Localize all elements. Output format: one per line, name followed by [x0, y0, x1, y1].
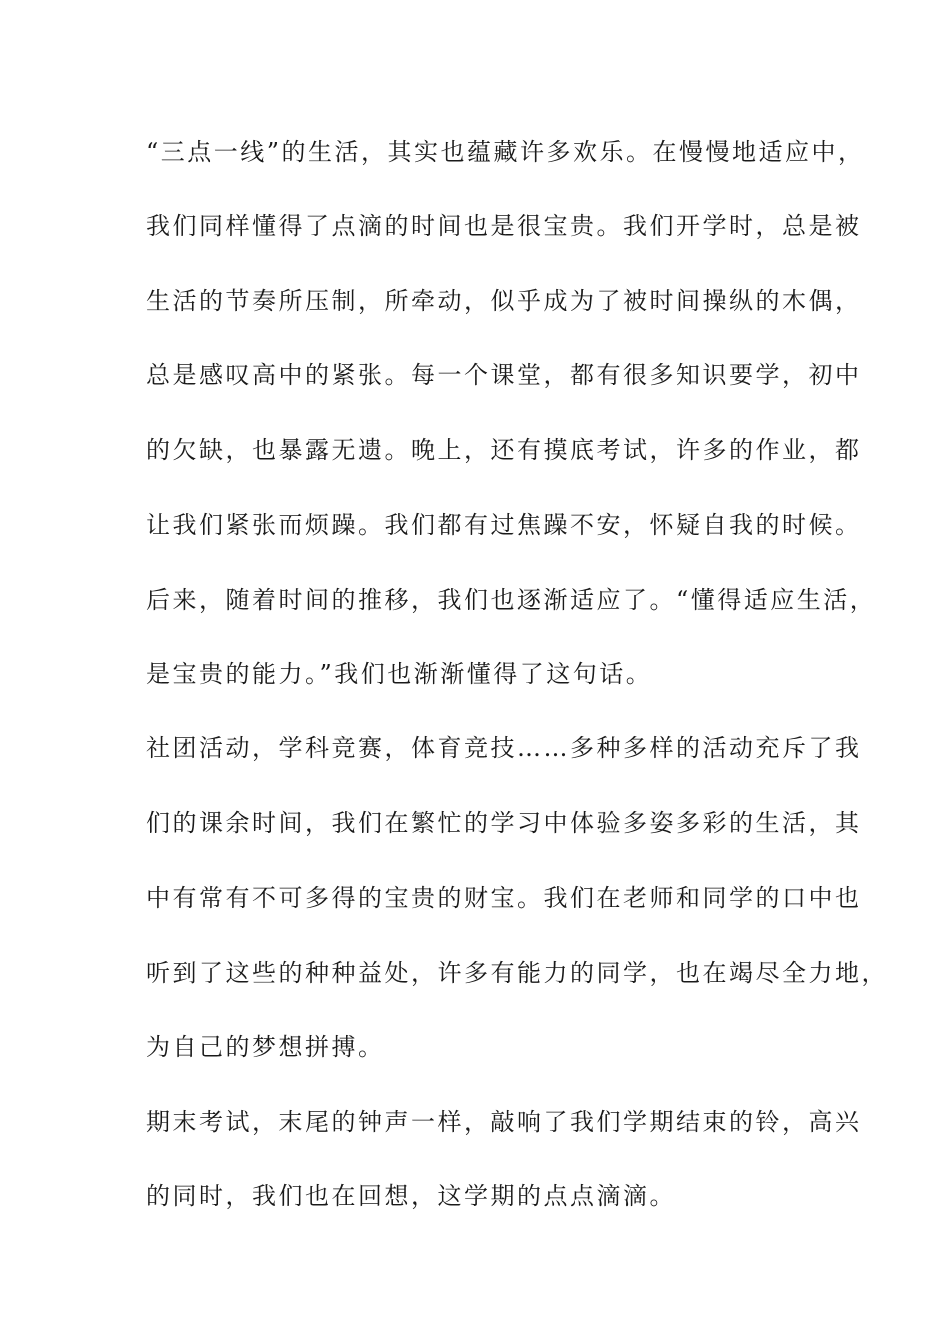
text-line: 为自己的梦想拼搏。: [146, 1033, 385, 1061]
text-line: “三点一线”的生活，其实也蕴藏许多欢乐。在慢慢地适应中，: [146, 138, 865, 166]
text-line: 们的课余时间，我们在繁忙的学习中体验多姿多彩的生活，其: [146, 809, 862, 837]
text-line: 总是感叹高中的紧张。每一个课堂，都有很多知识要学，初中: [146, 361, 862, 389]
text-line: 是宝贵的能力。”我们也渐渐懂得了这句话。: [146, 660, 653, 688]
text-line: 后来，随着时间的推移，我们也逐渐适应了。“懂得适应生活，: [146, 586, 877, 614]
text-line: 生活的节奏所压制，所牵动，似乎成为了被时间操纵的木偶，: [146, 287, 862, 315]
text-line: 听到了这些的种种益处，许多有能力的同学，也在竭尽全力地，: [146, 959, 888, 987]
text-line: 社团活动，学科竞赛，体育竞技……多种多样的活动充斥了我: [146, 734, 862, 762]
text-line: 让我们紧张而烦躁。我们都有过焦躁不安，怀疑自我的时候。: [146, 511, 862, 539]
text-line: 我们同样懂得了点滴的时间也是很宝贵。我们开学时，总是被: [146, 212, 862, 240]
text-line: 中有常有不可多得的宝贵的财宝。我们在老师和同学的口中也: [146, 884, 862, 912]
text-line: 期末考试，末尾的钟声一样，敲响了我们学期结束的铃，高兴: [146, 1108, 862, 1136]
text-line: 的欠缺，也暴露无遗。晚上，还有摸底考试，许多的作业，都: [146, 436, 862, 464]
text-line: 的同时，我们也在回想，这学期的点点滴滴。: [146, 1182, 676, 1210]
